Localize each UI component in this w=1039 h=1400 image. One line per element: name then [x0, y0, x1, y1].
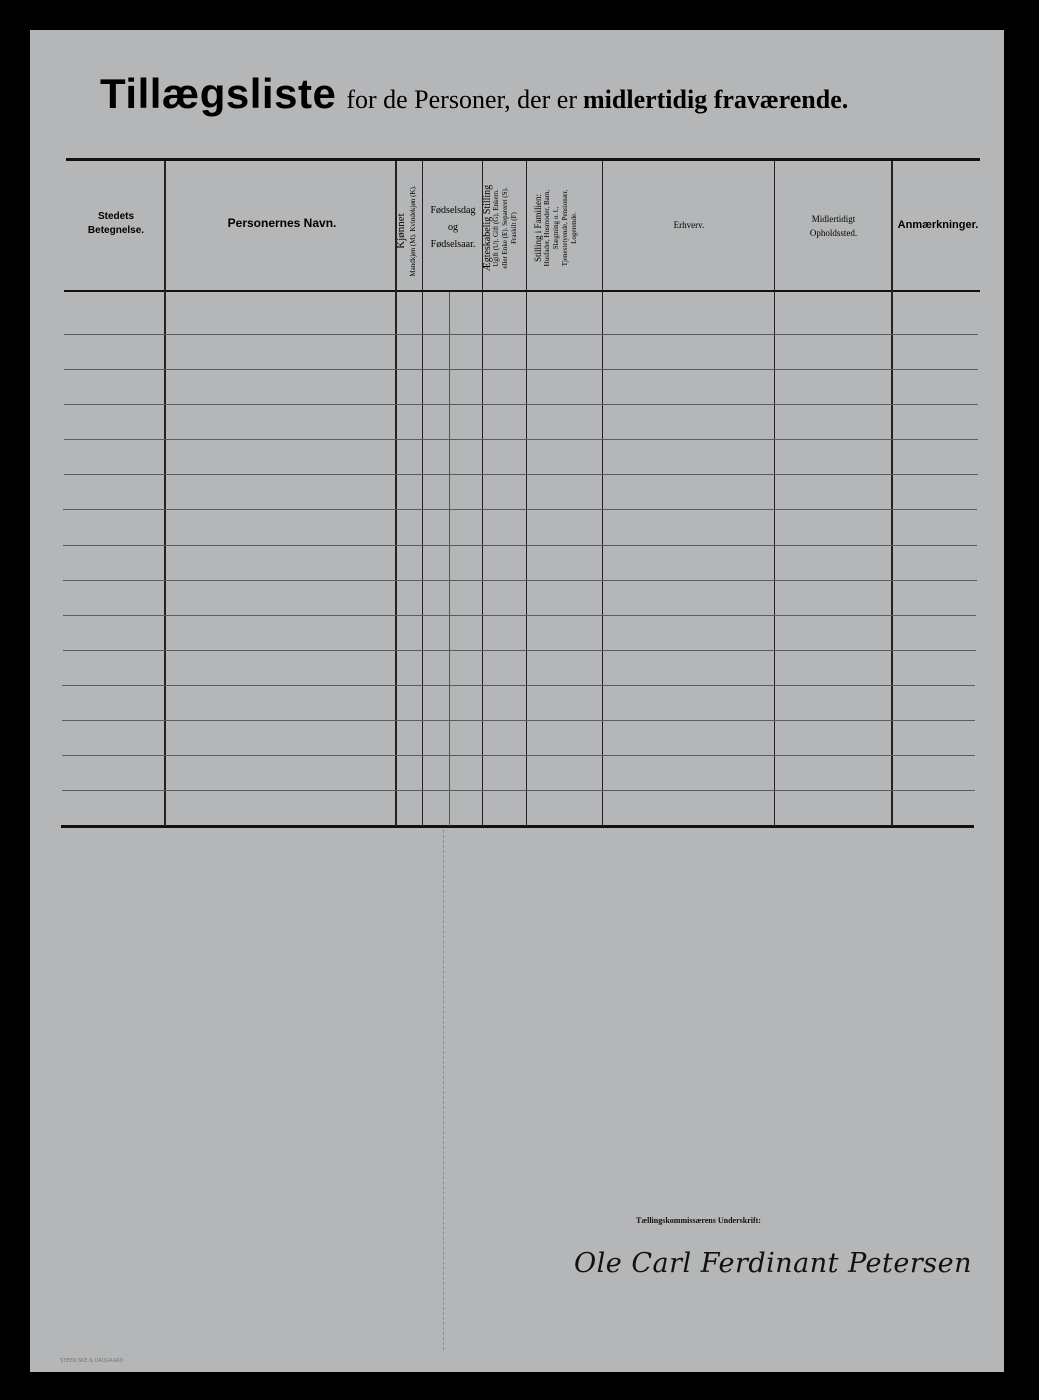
header-stilling: Stilling i Familien: Husfader, Husmoder, Barn, Slægtning o. l., Tjenestetyende, Pensionær, Logerende.	[533, 189, 578, 267]
header-stedets: Stedets Betegnelse.	[87, 211, 145, 236]
row-rule	[62, 755, 975, 756]
signature-label: Tællingskommissærens Underskrift:	[636, 1216, 761, 1225]
row-rule	[64, 404, 978, 405]
header-kjon: Kjønnet Mandkjøn (M). Kvindekjøn (K).	[395, 185, 417, 277]
col-line-8	[891, 161, 893, 826]
fold-line	[443, 830, 445, 1350]
header-midlertidigt: Midlertidigt Opholdssted.	[809, 214, 858, 238]
row-rule	[63, 545, 977, 546]
row-rule	[63, 509, 977, 510]
header-fodsel: Fødselsdag og Fødselsaar.	[430, 205, 476, 250]
header-anmaerkninger: Anmærkninger.	[897, 219, 979, 231]
header-top-rule	[66, 158, 980, 161]
row-rule	[63, 580, 977, 581]
header-aegte: Ægteskabelig Stilling Ugift (U). Gift (G). Enkem. eller Enke (E). Separeret (S). Fraskilt (F)	[482, 184, 518, 272]
row-rule	[62, 790, 975, 791]
row-rule	[64, 439, 978, 440]
title-part2: midlertidig fraværende.	[583, 85, 849, 114]
col-line-6	[602, 161, 603, 826]
page-title	[100, 70, 960, 120]
col-line-1	[164, 161, 166, 826]
row-rule	[62, 720, 975, 721]
title-part1: for de Personer, der er	[346, 85, 577, 114]
col-line-3	[422, 161, 423, 826]
row-rule	[64, 334, 978, 335]
row-rule	[62, 685, 975, 686]
col-line-5	[526, 161, 527, 826]
row-rule	[64, 474, 978, 475]
row-rule	[64, 369, 978, 370]
header-navn: Personernes Navn.	[227, 216, 337, 230]
col-line-3b	[449, 292, 450, 826]
row-rule	[63, 615, 976, 616]
signature-handwriting: Ole Carl Ferdinant Petersen	[574, 1248, 972, 1279]
title-main: Tillægsliste	[100, 70, 337, 117]
printer-mark: STEEN·SKE & DAUGAARD	[60, 1358, 124, 1364]
row-rule	[63, 650, 976, 651]
col-line-7	[774, 161, 775, 826]
table-bottom-rule	[61, 825, 974, 828]
header-erhverv: Erhverv.	[673, 220, 705, 230]
